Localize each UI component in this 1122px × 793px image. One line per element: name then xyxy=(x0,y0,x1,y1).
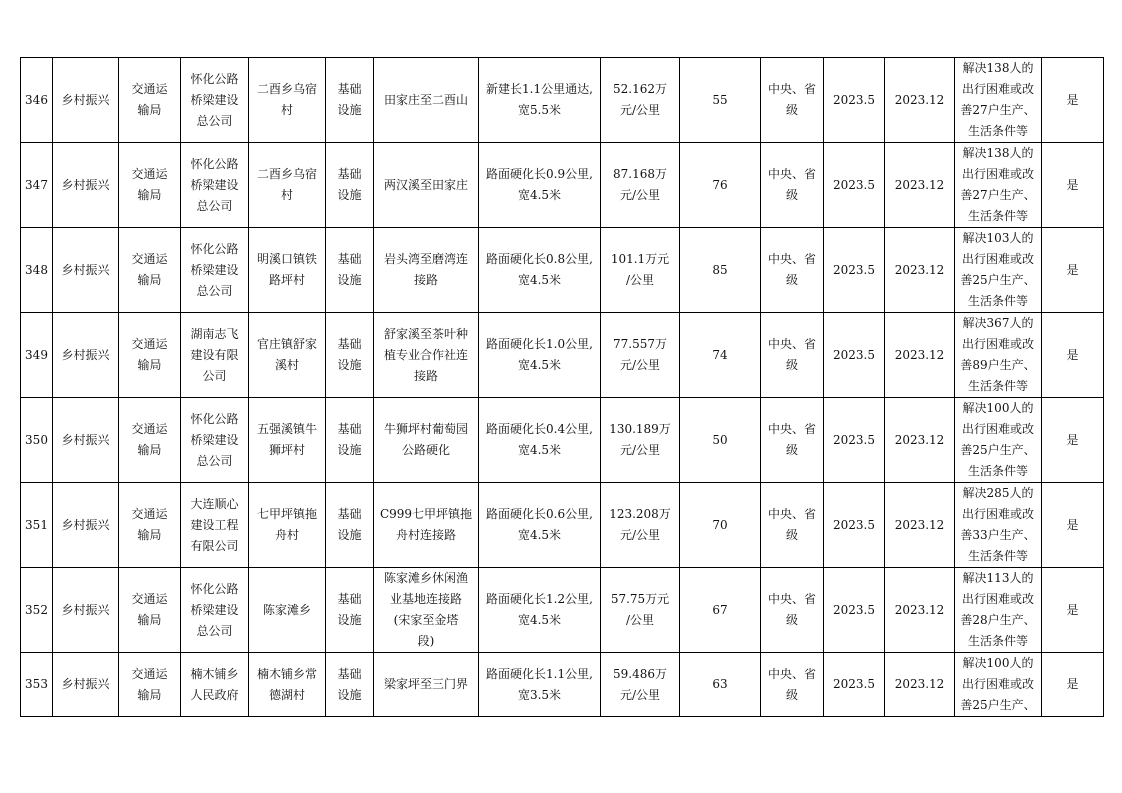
cell-benefit-line: 善25户生产、 xyxy=(960,698,1036,712)
cell-location-line: 路坪村 xyxy=(268,273,305,287)
cell-dept-line: 交通运 xyxy=(131,337,168,351)
cell-benefit-line: 解决100人的 xyxy=(962,656,1034,670)
cell-unit-price xyxy=(601,228,680,313)
cell-no: 348 xyxy=(21,228,53,313)
cell-location-line: 二酉乡乌宿 xyxy=(256,82,317,96)
cell-dept-line: 交通运 xyxy=(131,592,168,606)
cell-builder-line: 总公司 xyxy=(196,113,233,128)
cell-benefit-line: 解决285人的 xyxy=(962,486,1034,500)
cell-end-date: 2023.12 xyxy=(885,568,955,653)
cell-category: 乡村振兴 xyxy=(53,568,119,653)
cell-builder-line: 建设有限 xyxy=(190,347,239,362)
cell-unit-price xyxy=(601,483,680,568)
cell-category: 乡村振兴 xyxy=(53,313,119,398)
cell-type xyxy=(326,313,374,398)
cell-benefit-line: 善89户生产、 xyxy=(960,358,1036,372)
cell-dept xyxy=(119,58,181,143)
cell-unit-price xyxy=(601,568,680,653)
cell-flag: 是 xyxy=(1042,398,1104,483)
cell-benefit-line: 生活条件等 xyxy=(967,379,1028,393)
cell-fund-source-line: 中央、省 xyxy=(767,167,816,181)
cell-fund-source-line: 级 xyxy=(785,273,798,287)
cell-location-line: 官庄镇舒家 xyxy=(256,337,317,351)
cell-unit-price-line: /公里 xyxy=(625,273,655,287)
cell-type-line: 基础 xyxy=(337,422,362,436)
cell-end-date: 2023.12 xyxy=(885,143,955,228)
cell-scale xyxy=(479,228,601,313)
table-row xyxy=(21,228,1104,313)
cell-builder-line: 大连顺心 xyxy=(190,496,239,511)
cell-fund-source-line: 中央、省 xyxy=(767,252,816,266)
cell-scale-line: 宽4.5米 xyxy=(517,613,562,627)
project-table xyxy=(20,57,1104,717)
cell-dept-line: 输局 xyxy=(137,687,162,702)
cell-type xyxy=(326,653,374,717)
cell-project-name-line: 梁家坪至三门界 xyxy=(383,677,468,691)
cell-unit-price xyxy=(601,143,680,228)
cell-unit-price-line: 57.75万元 xyxy=(610,592,670,606)
cell-category: 乡村振兴 xyxy=(53,143,119,228)
cell-fund-source-line: 中央、省 xyxy=(767,666,816,681)
cell-no: 351 xyxy=(21,483,53,568)
cell-builder-line: 建设工程 xyxy=(190,517,239,532)
cell-dept-line: 交通运 xyxy=(131,252,168,266)
cell-fund-source xyxy=(761,398,824,483)
cell-unit-price xyxy=(601,313,680,398)
cell-builder-line: 总公司 xyxy=(196,623,233,638)
cell-project-name xyxy=(374,483,479,568)
cell-project-name-line: 陈家滩乡休闲渔 xyxy=(383,571,468,585)
cell-location xyxy=(249,313,326,398)
cell-type-line: 基础 xyxy=(337,82,362,96)
cell-project-name xyxy=(374,143,479,228)
cell-benefit-line: 出行困难或改 xyxy=(961,167,1034,181)
cell-scale-line: 路面硬化长1.2公里, xyxy=(486,592,593,606)
cell-scale-line: 路面硬化长0.6公里, xyxy=(486,507,593,521)
cell-fund-source-line: 级 xyxy=(785,687,798,702)
cell-project-name xyxy=(374,568,479,653)
cell-benefit-line: 出行困难或改 xyxy=(961,677,1034,691)
cell-unit-price-line: 元/公里 xyxy=(619,358,661,372)
cell-no: 349 xyxy=(21,313,53,398)
cell-benefit xyxy=(955,313,1042,398)
cell-location xyxy=(249,483,326,568)
cell-flag: 是 xyxy=(1042,313,1104,398)
cell-type xyxy=(326,398,374,483)
cell-location-line: 舟村 xyxy=(274,528,299,542)
cell-project-name xyxy=(374,313,479,398)
cell-dept-line: 输局 xyxy=(137,103,162,117)
cell-project-name xyxy=(374,398,479,483)
cell-flag: 是 xyxy=(1042,228,1104,313)
cell-fund-source-line: 级 xyxy=(785,103,798,117)
cell-scale-line: 路面硬化长0.4公里, xyxy=(486,422,593,436)
cell-flag: 是 xyxy=(1042,568,1104,653)
cell-project-name xyxy=(374,228,479,313)
cell-fund-source-line: 中央、省 xyxy=(767,592,816,606)
cell-location-line: 村 xyxy=(280,188,293,202)
cell-builder-line: 怀化公路 xyxy=(190,411,239,426)
cell-type-line: 基础 xyxy=(337,666,362,681)
cell-project-name xyxy=(374,653,479,717)
cell-benefit xyxy=(955,58,1042,143)
cell-benefit-line: 善25户生产、 xyxy=(960,273,1036,287)
cell-location-line: 楠木铺乡常 xyxy=(256,666,317,681)
cell-end-date: 2023.12 xyxy=(885,653,955,717)
cell-benefit xyxy=(955,143,1042,228)
cell-unit-price-line: /公里 xyxy=(625,613,655,627)
cell-builder xyxy=(181,313,249,398)
cell-builder-line: 总公司 xyxy=(196,198,233,213)
cell-unit-price-line: 77.557万 xyxy=(613,337,667,351)
cell-unit-price-line: 元/公里 xyxy=(619,103,661,117)
cell-scale xyxy=(479,313,601,398)
cell-unit-price xyxy=(601,398,680,483)
cell-project-name-line: 段) xyxy=(417,634,435,648)
cell-dept-line: 交通运 xyxy=(131,82,168,96)
cell-benefit-line: 出行困难或改 xyxy=(961,592,1034,606)
cell-start-date: 2023.5 xyxy=(824,228,885,313)
cell-unit-price-line: 元/公里 xyxy=(619,188,661,202)
cell-category: 乡村振兴 xyxy=(53,653,119,717)
cell-builder-line: 桥梁建设 xyxy=(190,432,239,447)
cell-builder xyxy=(181,58,249,143)
cell-benefit-line: 善33户生产、 xyxy=(960,528,1036,542)
table-body xyxy=(21,58,1104,717)
cell-type-line: 设施 xyxy=(337,687,362,702)
cell-fund-source-line: 中央、省 xyxy=(767,422,816,436)
cell-benefit-line: 生活条件等 xyxy=(967,634,1028,648)
cell-type-line: 基础 xyxy=(337,507,362,521)
cell-amount: 50 xyxy=(680,398,761,483)
cell-benefit-line: 生活条件等 xyxy=(967,209,1028,223)
cell-dept xyxy=(119,398,181,483)
cell-builder xyxy=(181,143,249,228)
cell-project-name xyxy=(374,58,479,143)
cell-scale-line: 宽4.5米 xyxy=(517,443,562,457)
cell-unit-price-line: 59.486万 xyxy=(613,666,667,681)
cell-type-line: 设施 xyxy=(337,443,362,457)
cell-fund-source-line: 级 xyxy=(785,613,798,627)
cell-benefit-line: 出行困难或改 xyxy=(961,252,1034,266)
cell-project-name-line: 接路 xyxy=(413,368,438,383)
cell-start-date: 2023.5 xyxy=(824,143,885,228)
cell-builder-line: 湖南志飞 xyxy=(190,326,239,341)
cell-benefit-line: 解决367人的 xyxy=(962,316,1034,330)
cell-amount: 67 xyxy=(680,568,761,653)
cell-scale-line: 宽5.5米 xyxy=(517,103,562,117)
cell-dept-line: 输局 xyxy=(137,358,162,372)
cell-project-name-line: 舒家溪至茶叶种 xyxy=(383,326,468,341)
cell-dept xyxy=(119,483,181,568)
cell-dept-line: 交通运 xyxy=(131,507,168,521)
cell-type-line: 设施 xyxy=(337,358,362,372)
cell-amount: 76 xyxy=(680,143,761,228)
cell-project-name-line: 业基地连接路 xyxy=(389,592,462,606)
cell-builder-line: 总公司 xyxy=(196,283,233,298)
cell-category: 乡村振兴 xyxy=(53,398,119,483)
cell-amount: 74 xyxy=(680,313,761,398)
cell-benefit xyxy=(955,228,1042,313)
cell-fund-source-line: 级 xyxy=(785,188,798,202)
cell-benefit-line: 解决103人的 xyxy=(962,231,1034,245)
cell-location xyxy=(249,143,326,228)
cell-benefit-line: 解决138人的 xyxy=(962,61,1034,75)
cell-flag: 是 xyxy=(1042,143,1104,228)
cell-end-date: 2023.12 xyxy=(885,313,955,398)
cell-scale xyxy=(479,568,601,653)
cell-benefit-line: 出行困难或改 xyxy=(961,507,1034,521)
cell-builder-line: 桥梁建设 xyxy=(190,262,239,277)
cell-dept-line: 交通运 xyxy=(131,422,168,436)
cell-builder-line: 公司 xyxy=(202,368,227,383)
cell-benefit xyxy=(955,398,1042,483)
cell-type xyxy=(326,143,374,228)
cell-scale-line: 宽4.5米 xyxy=(517,358,562,372)
cell-benefit-line: 解决113人的 xyxy=(962,571,1034,585)
cell-unit-price xyxy=(601,58,680,143)
cell-scale-line: 新建长1.1公里通达, xyxy=(486,82,593,96)
cell-project-name-line: 田家庄至二酉山 xyxy=(383,92,468,107)
cell-builder-line: 怀化公路 xyxy=(190,156,239,171)
cell-scale-line: 宽4.5米 xyxy=(517,528,562,542)
cell-benefit-line: 出行困难或改 xyxy=(961,337,1034,351)
cell-type-line: 设施 xyxy=(337,103,362,117)
cell-unit-price xyxy=(601,653,680,717)
cell-benefit-line: 解决100人的 xyxy=(962,401,1034,415)
cell-dept-line: 输局 xyxy=(137,613,162,627)
cell-location xyxy=(249,398,326,483)
cell-type-line: 基础 xyxy=(337,337,362,351)
cell-project-name-line: 牛狮坪村葡萄园 xyxy=(383,422,468,436)
cell-fund-source-line: 中央、省 xyxy=(767,337,816,351)
cell-type-line: 基础 xyxy=(337,252,362,266)
cell-unit-price-line: 52.162万 xyxy=(613,82,667,96)
cell-flag: 是 xyxy=(1042,483,1104,568)
cell-scale-line: 路面硬化长1.1公里, xyxy=(486,666,593,681)
cell-flag: 是 xyxy=(1042,58,1104,143)
cell-type-line: 设施 xyxy=(337,273,362,287)
cell-builder xyxy=(181,568,249,653)
cell-scale xyxy=(479,398,601,483)
table-row xyxy=(21,483,1104,568)
cell-category: 乡村振兴 xyxy=(53,228,119,313)
table-row xyxy=(21,568,1104,653)
cell-location xyxy=(249,568,326,653)
cell-unit-price-line: 元/公里 xyxy=(619,528,661,542)
cell-no: 352 xyxy=(21,568,53,653)
cell-end-date: 2023.12 xyxy=(885,58,955,143)
cell-type-line: 设施 xyxy=(337,188,362,202)
cell-end-date: 2023.12 xyxy=(885,228,955,313)
cell-unit-price-line: 元/公里 xyxy=(619,443,661,457)
cell-fund-source-line: 级 xyxy=(785,528,798,542)
cell-dept xyxy=(119,568,181,653)
cell-type xyxy=(326,568,374,653)
cell-fund-source xyxy=(761,228,824,313)
cell-scale-line: 宽4.5米 xyxy=(517,188,562,202)
cell-start-date: 2023.5 xyxy=(824,398,885,483)
cell-builder-line: 桥梁建设 xyxy=(190,92,239,107)
cell-start-date: 2023.5 xyxy=(824,58,885,143)
cell-dept xyxy=(119,653,181,717)
cell-type-line: 基础 xyxy=(337,167,362,181)
cell-start-date: 2023.5 xyxy=(824,653,885,717)
cell-scale-line: 路面硬化长0.8公里, xyxy=(486,252,593,266)
cell-location xyxy=(249,653,326,717)
cell-dept xyxy=(119,313,181,398)
cell-builder-line: 桥梁建设 xyxy=(190,177,239,192)
cell-no: 346 xyxy=(21,58,53,143)
cell-type-line: 设施 xyxy=(337,613,362,627)
cell-fund-source xyxy=(761,313,824,398)
cell-project-name-line: 舟村连接路 xyxy=(395,528,456,542)
cell-builder-line: 楠木铺乡 xyxy=(190,666,239,681)
cell-fund-source xyxy=(761,143,824,228)
cell-builder xyxy=(181,483,249,568)
cell-benefit-line: 善28户生产、 xyxy=(960,613,1036,627)
cell-fund-source-line: 中央、省 xyxy=(767,507,816,521)
cell-location xyxy=(249,228,326,313)
cell-builder-line: 总公司 xyxy=(196,453,233,468)
cell-fund-source xyxy=(761,483,824,568)
cell-location-line: 德湖村 xyxy=(268,687,305,702)
cell-builder-line: 有限公司 xyxy=(190,538,239,553)
cell-benefit xyxy=(955,483,1042,568)
cell-project-name-line: 岩头湾至磨湾连 xyxy=(383,252,468,266)
cell-benefit xyxy=(955,568,1042,653)
cell-type xyxy=(326,228,374,313)
cell-builder-line: 怀化公路 xyxy=(190,71,239,86)
cell-category: 乡村振兴 xyxy=(53,58,119,143)
cell-benefit-line: 善27户生产、 xyxy=(960,103,1036,117)
cell-location-line: 二酉乡乌宿 xyxy=(256,167,317,181)
cell-dept-line: 输局 xyxy=(137,273,162,287)
cell-dept-line: 交通运 xyxy=(131,167,168,181)
cell-category: 乡村振兴 xyxy=(53,483,119,568)
cell-amount: 55 xyxy=(680,58,761,143)
cell-benefit-line: 生活条件等 xyxy=(967,464,1028,478)
cell-type-line: 设施 xyxy=(337,528,362,542)
cell-benefit-line: 生活条件等 xyxy=(967,124,1028,138)
cell-builder xyxy=(181,228,249,313)
cell-builder-line: 怀化公路 xyxy=(190,241,239,256)
table-row xyxy=(21,143,1104,228)
cell-start-date: 2023.5 xyxy=(824,568,885,653)
cell-project-name-line: (宋家至金塔 xyxy=(393,613,459,627)
cell-unit-price-line: 130.189万 xyxy=(609,422,671,436)
table-row xyxy=(21,58,1104,143)
cell-scale-line: 宽3.5米 xyxy=(517,687,562,702)
cell-location-line: 村 xyxy=(280,103,293,117)
cell-scale xyxy=(479,143,601,228)
cell-fund-source-line: 中央、省 xyxy=(767,82,816,96)
cell-amount: 63 xyxy=(680,653,761,717)
cell-location-line: 明溪口镇铁 xyxy=(256,252,317,266)
cell-fund-source xyxy=(761,58,824,143)
cell-unit-price-line: 元/公里 xyxy=(619,687,661,702)
cell-builder xyxy=(181,398,249,483)
cell-unit-price-line: 101.1万元 xyxy=(610,252,670,266)
cell-benefit-line: 善27户生产、 xyxy=(960,188,1036,202)
cell-dept-line: 输局 xyxy=(137,443,162,457)
cell-flag: 是 xyxy=(1042,653,1104,717)
cell-fund-source-line: 级 xyxy=(785,358,798,372)
cell-type xyxy=(326,483,374,568)
cell-project-name-line: 两汉溪至田家庄 xyxy=(383,177,468,192)
cell-dept xyxy=(119,228,181,313)
cell-benefit-line: 生活条件等 xyxy=(967,294,1028,308)
cell-dept-line: 输局 xyxy=(137,528,162,542)
cell-benefit xyxy=(955,653,1042,717)
cell-no: 353 xyxy=(21,653,53,717)
cell-no: 350 xyxy=(21,398,53,483)
cell-start-date: 2023.5 xyxy=(824,313,885,398)
table-row xyxy=(21,398,1104,483)
cell-builder xyxy=(181,653,249,717)
cell-scale-line: 路面硬化长1.0公里, xyxy=(486,337,593,351)
cell-unit-price-line: 87.168万 xyxy=(613,167,667,181)
table-row xyxy=(21,653,1104,717)
cell-type xyxy=(326,58,374,143)
cell-dept-line: 交通运 xyxy=(131,666,168,681)
cell-location-line: 五强溪镇牛 xyxy=(256,422,317,436)
table-row xyxy=(21,313,1104,398)
cell-location-line: 狮坪村 xyxy=(268,443,305,457)
cell-no: 347 xyxy=(21,143,53,228)
cell-unit-price-line: 123.208万 xyxy=(609,507,671,521)
cell-project-name-line: C999七甲坪镇拖 xyxy=(379,507,473,521)
cell-scale xyxy=(479,483,601,568)
cell-dept xyxy=(119,143,181,228)
cell-location-line: 溪村 xyxy=(274,358,299,372)
cell-scale-line: 宽4.5米 xyxy=(517,273,562,287)
cell-location-line: 陈家滩乡 xyxy=(262,602,311,617)
cell-location-line: 七甲坪镇拖 xyxy=(256,507,317,521)
cell-end-date: 2023.12 xyxy=(885,483,955,568)
cell-amount: 70 xyxy=(680,483,761,568)
cell-project-name-line: 公路硬化 xyxy=(401,443,450,457)
cell-location xyxy=(249,58,326,143)
cell-benefit-line: 出行困难或改 xyxy=(961,422,1034,436)
cell-benefit-line: 解决138人的 xyxy=(962,146,1034,160)
cell-dept-line: 输局 xyxy=(137,188,162,202)
cell-scale xyxy=(479,653,601,717)
cell-builder-line: 桥梁建设 xyxy=(190,602,239,617)
cell-fund-source xyxy=(761,568,824,653)
cell-type-line: 基础 xyxy=(337,592,362,606)
cell-benefit-line: 生活条件等 xyxy=(967,549,1028,563)
cell-end-date: 2023.12 xyxy=(885,398,955,483)
cell-benefit-line: 善25户生产、 xyxy=(960,443,1036,457)
cell-benefit-line: 出行困难或改 xyxy=(961,82,1034,96)
cell-builder-line: 怀化公路 xyxy=(190,581,239,596)
cell-scale xyxy=(479,58,601,143)
cell-project-name-line: 接路 xyxy=(413,273,438,287)
cell-fund-source-line: 级 xyxy=(785,443,798,457)
cell-project-name-line: 植专业合作社连 xyxy=(383,347,468,362)
cell-scale-line: 路面硬化长0.9公里, xyxy=(486,167,593,181)
cell-start-date: 2023.5 xyxy=(824,483,885,568)
cell-amount: 85 xyxy=(680,228,761,313)
cell-builder-line: 人民政府 xyxy=(190,687,239,702)
cell-fund-source xyxy=(761,653,824,717)
